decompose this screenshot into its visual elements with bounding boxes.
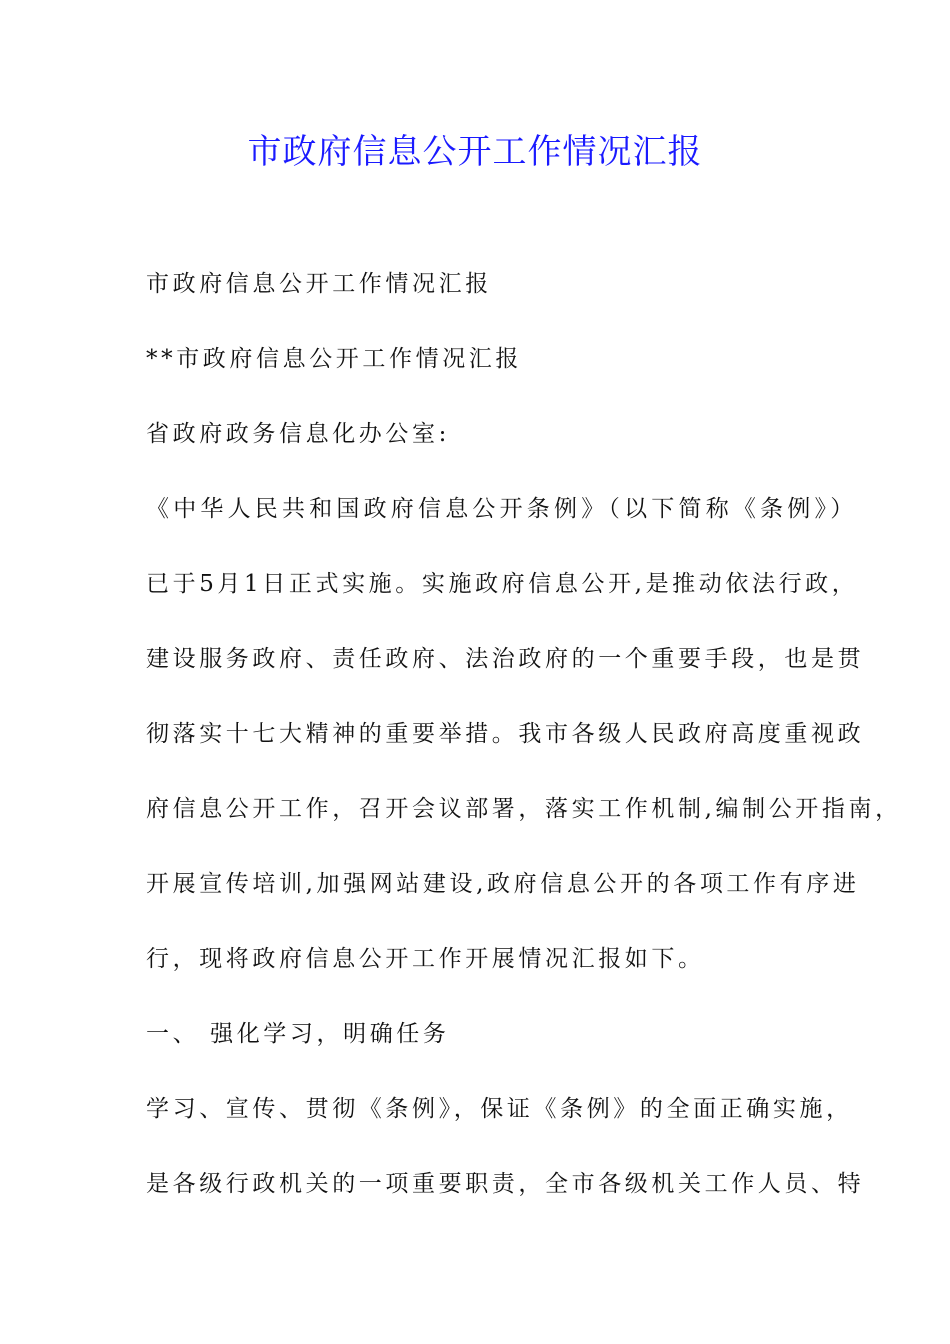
paragraph-line: 开展宣传培训,加强网站建设,政府信息公开的各项工作有序进: [146, 871, 860, 897]
paragraph-line: 是各级行政机关的一项重要职责，全市各级机关工作人员、特: [146, 1171, 865, 1197]
document-title: 市政府信息公开工作情况汇报: [247, 132, 703, 172]
paragraph-line: 行，现将政府信息公开工作开展情况汇报如下。: [146, 946, 705, 972]
section-heading: 一、 强化学习，明确任务: [146, 1021, 450, 1047]
paragraph-line: 彻落实十七大精神的重要举措。我市各级人民政府高度重视政: [146, 721, 865, 747]
paragraph-line: 府信息公开工作，召开会议部署，落实工作机制,编制公开指南，: [146, 796, 902, 822]
paragraph-line-addressee: 省政府政务信息化办公室:: [146, 421, 450, 447]
paragraph-line: 已于5月1日正式实施。实施政府信息公开,是推动依法行政，: [146, 571, 859, 597]
paragraph-line: 学习、宣传、贯彻《条例》，保证《条例》的全面正确实施，: [146, 1096, 853, 1122]
paragraph-line-heading-repeat: 市政府信息公开工作情况汇报: [146, 271, 492, 297]
paragraph-line: 《中华人民共和国政府信息公开条例》（以下简称《条例》）: [146, 496, 858, 522]
paragraph-line-subtitle: **市政府信息公开工作情况汇报: [146, 346, 522, 372]
paragraph-line: 建设服务政府、责任政府、法治政府的一个重要手段，也是贯: [146, 646, 865, 672]
